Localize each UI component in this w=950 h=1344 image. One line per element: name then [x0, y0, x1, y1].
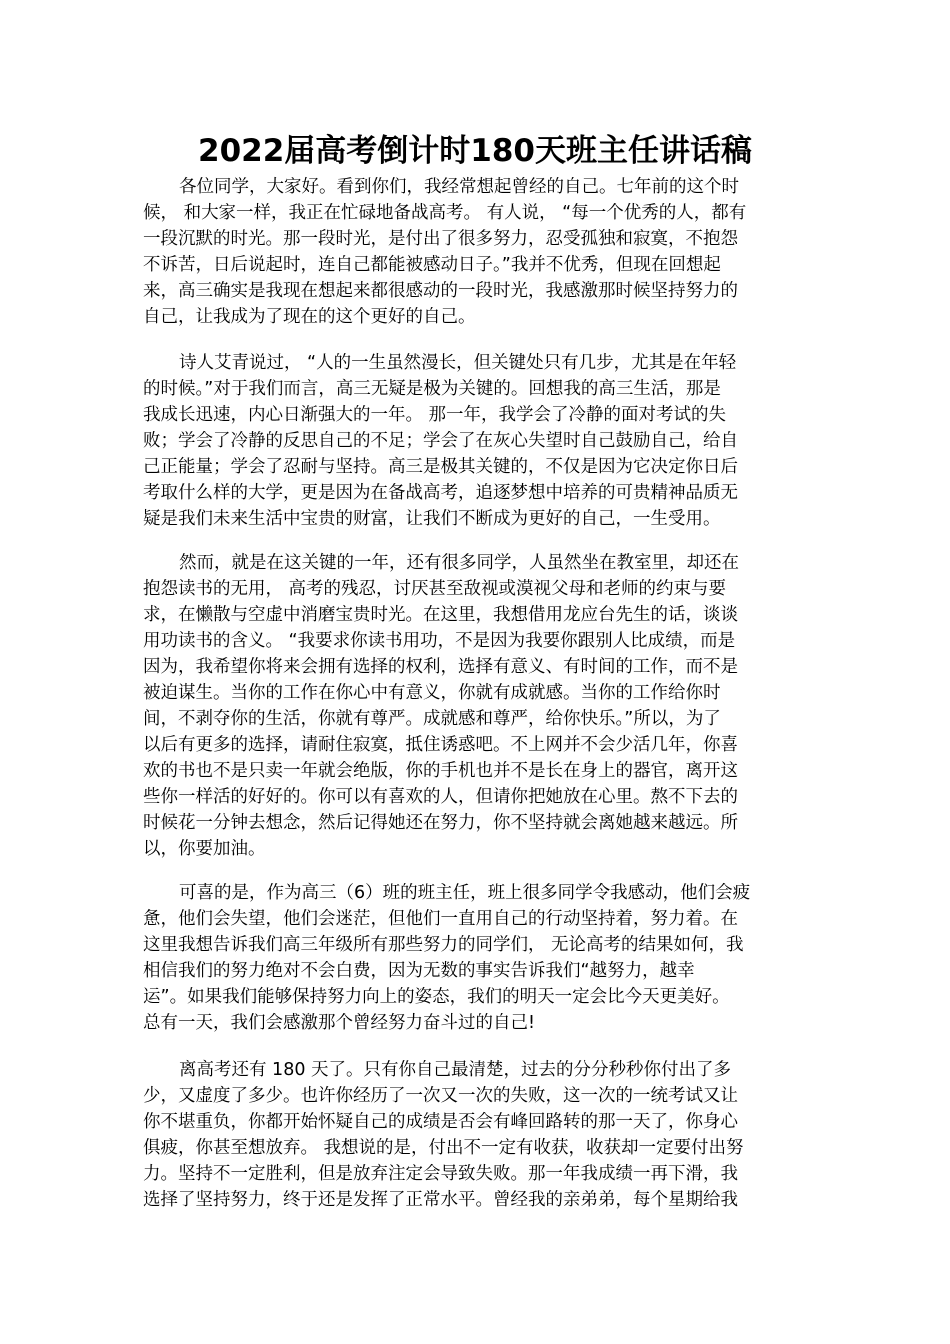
paragraph-line: 不诉苦，日后说起时，连自己都能被感动日子。”我并不优秀，但现在回想起	[143, 255, 721, 275]
paragraph-1	[143, 174, 808, 330]
paragraph-line: 少，又虚度了多少。也许你经历了一次又一次的失败，这一次的一统考试又让	[143, 1086, 738, 1106]
paragraph-line: 离高考还有 180 天了。只有你自己最清楚，过去的分分秒秒你付出了多	[179, 1060, 732, 1080]
paragraph-2	[143, 350, 808, 532]
paragraph-line: 然而，就是在这关键的一年，还有很多同学，人虽然坐在教室里，却还在	[179, 553, 739, 573]
paragraph-line: 选择了坚持努力，终于还是发挥了正常水平。曾经我的亲弟弟，每个星期给我	[143, 1190, 738, 1210]
paragraph-line: 你不堪重负，你都开始怀疑自己的成绩是否会有峰回路转的那一天了，你身心	[143, 1112, 738, 1132]
paragraph-4	[143, 880, 808, 1036]
paragraph-line: 己正能量；学会了忍耐与坚持。高三是极其关键的，不仅是因为它决定你日后	[143, 457, 738, 477]
paragraph-line: 自己，让我成为了现在的这个更好的自己。	[143, 307, 476, 327]
paragraph-line: 求，在懒散与空虚中消磨宝贵时光。在这里，我想借用龙应台先生的话，谈谈	[143, 605, 738, 625]
paragraph-line: 用功读书的含义。 “我要求你读书用功，不是因为我要你跟别人比成绩，而是	[143, 631, 736, 651]
paragraph-line: 的时候。”对于我们而言，高三无疑是极为关键的。回想我的高三生活，那是	[143, 379, 721, 399]
paragraph-line: 以后有更多的选择，请耐住寂寞，抵住诱惑吧。不上网并不会少活几年，你喜	[143, 735, 738, 755]
paragraph-line: 运”。如果我们能够保持努力向上的姿态，我们的明天一定会比今天更美好。	[143, 987, 730, 1007]
paragraph-line: 我成长迅速，内心日渐强大的一年。 那一年，我学会了冷静的面对考试的失	[143, 405, 727, 425]
paragraph-line: 欢的书也不是只卖一年就会绝版，你的手机也并不是长在身上的器官，离开这	[143, 761, 738, 781]
paragraph-line: 这里我想告诉我们高三年级所有那些努力的同学们， 无论高考的结果如何，我	[143, 935, 744, 955]
paragraph-3	[143, 550, 808, 862]
paragraph-line: 来，高三确实是我现在想起来都很感动的一段时光，我感激那时候坚持努力的	[143, 281, 738, 301]
paragraph-line: 可喜的是，作为高三（6）班的班主任，班上很多同学令我感动，他们会疲	[179, 883, 751, 903]
paragraph-line: 总有一天，我们会感激那个曾经努力奋斗过的自己!	[143, 1013, 536, 1033]
paragraph-line: 考取什么样的大学，更是因为在备战高考，追逐梦想中培养的可贵精神品质无	[143, 483, 738, 503]
paragraph-5	[143, 1057, 808, 1213]
paragraph-line: 力。坚持不一定胜利，但是放弃注定会导致失败。那一年我成绩一再下滑，我	[143, 1164, 738, 1184]
document-title: 2022届高考倒计时180天班主任讲话稿	[198, 133, 752, 169]
paragraph-line: 候， 和大家一样，我正在忙碌地备战高考。 有人说， “每一个优秀的人，都有	[143, 203, 747, 223]
paragraph-line: 以，你要加油。	[143, 839, 266, 859]
paragraph-line: 诗人艾青说过， “人的一生虽然漫长，但关键处只有几步，尤其是在年轻	[179, 353, 737, 373]
paragraph-line: 间，不剥夺你的生活，你就有尊严。成就感和尊严，给你快乐。”所以，为了	[143, 709, 721, 729]
paragraph-line: 些你一样活的好好的。你可以有喜欢的人，但请你把她放在心里。熬不下去的	[143, 787, 738, 807]
paragraph-line: 时候花一分钟去想念，然后记得她还在努力，你不坚持就会离她越来越远。所	[143, 813, 738, 833]
paragraph-line: 一段沉默的时光。那一段时光，是付出了很多努力，忍受孤独和寂寞，不抱怨	[143, 229, 738, 249]
paragraph-line: 相信我们的努力绝对不会白费，因为无数的事实告诉我们“越努力，越幸	[143, 961, 695, 981]
paragraph-line: 疑是我们未来生活中宝贵的财富，让我们不断成为更好的自己，一生受用。	[143, 509, 721, 529]
paragraph-line: 败；学会了冷静的反思自己的不足；学会了在灰心失望时自己鼓励自己，给自	[143, 431, 738, 451]
paragraph-line: 各位同学，大家好。看到你们，我经常想起曾经的自己。七年前的这个时	[179, 177, 739, 197]
paragraph-line: 被迫谋生。当你的工作在你心中有意义，你就有成就感。当你的工作给你时	[143, 683, 721, 703]
paragraph-line: 惫，他们会失望，他们会迷茫，但他们一直用自己的行动坚持着，努力着。在	[143, 909, 738, 929]
paragraph-line: 俱疲，你甚至想放弃。 我想说的是，付出不一定有收获，收获却一定要付出努	[143, 1138, 744, 1158]
paragraph-line: 因为，我希望你将来会拥有选择的权利，选择有意义、有时间的工作，而不是	[143, 657, 738, 677]
paragraph-line: 抱怨读书的无用， 高考的残忍，讨厌甚至敌视或漠视父母和老师的约束与要	[143, 579, 727, 599]
